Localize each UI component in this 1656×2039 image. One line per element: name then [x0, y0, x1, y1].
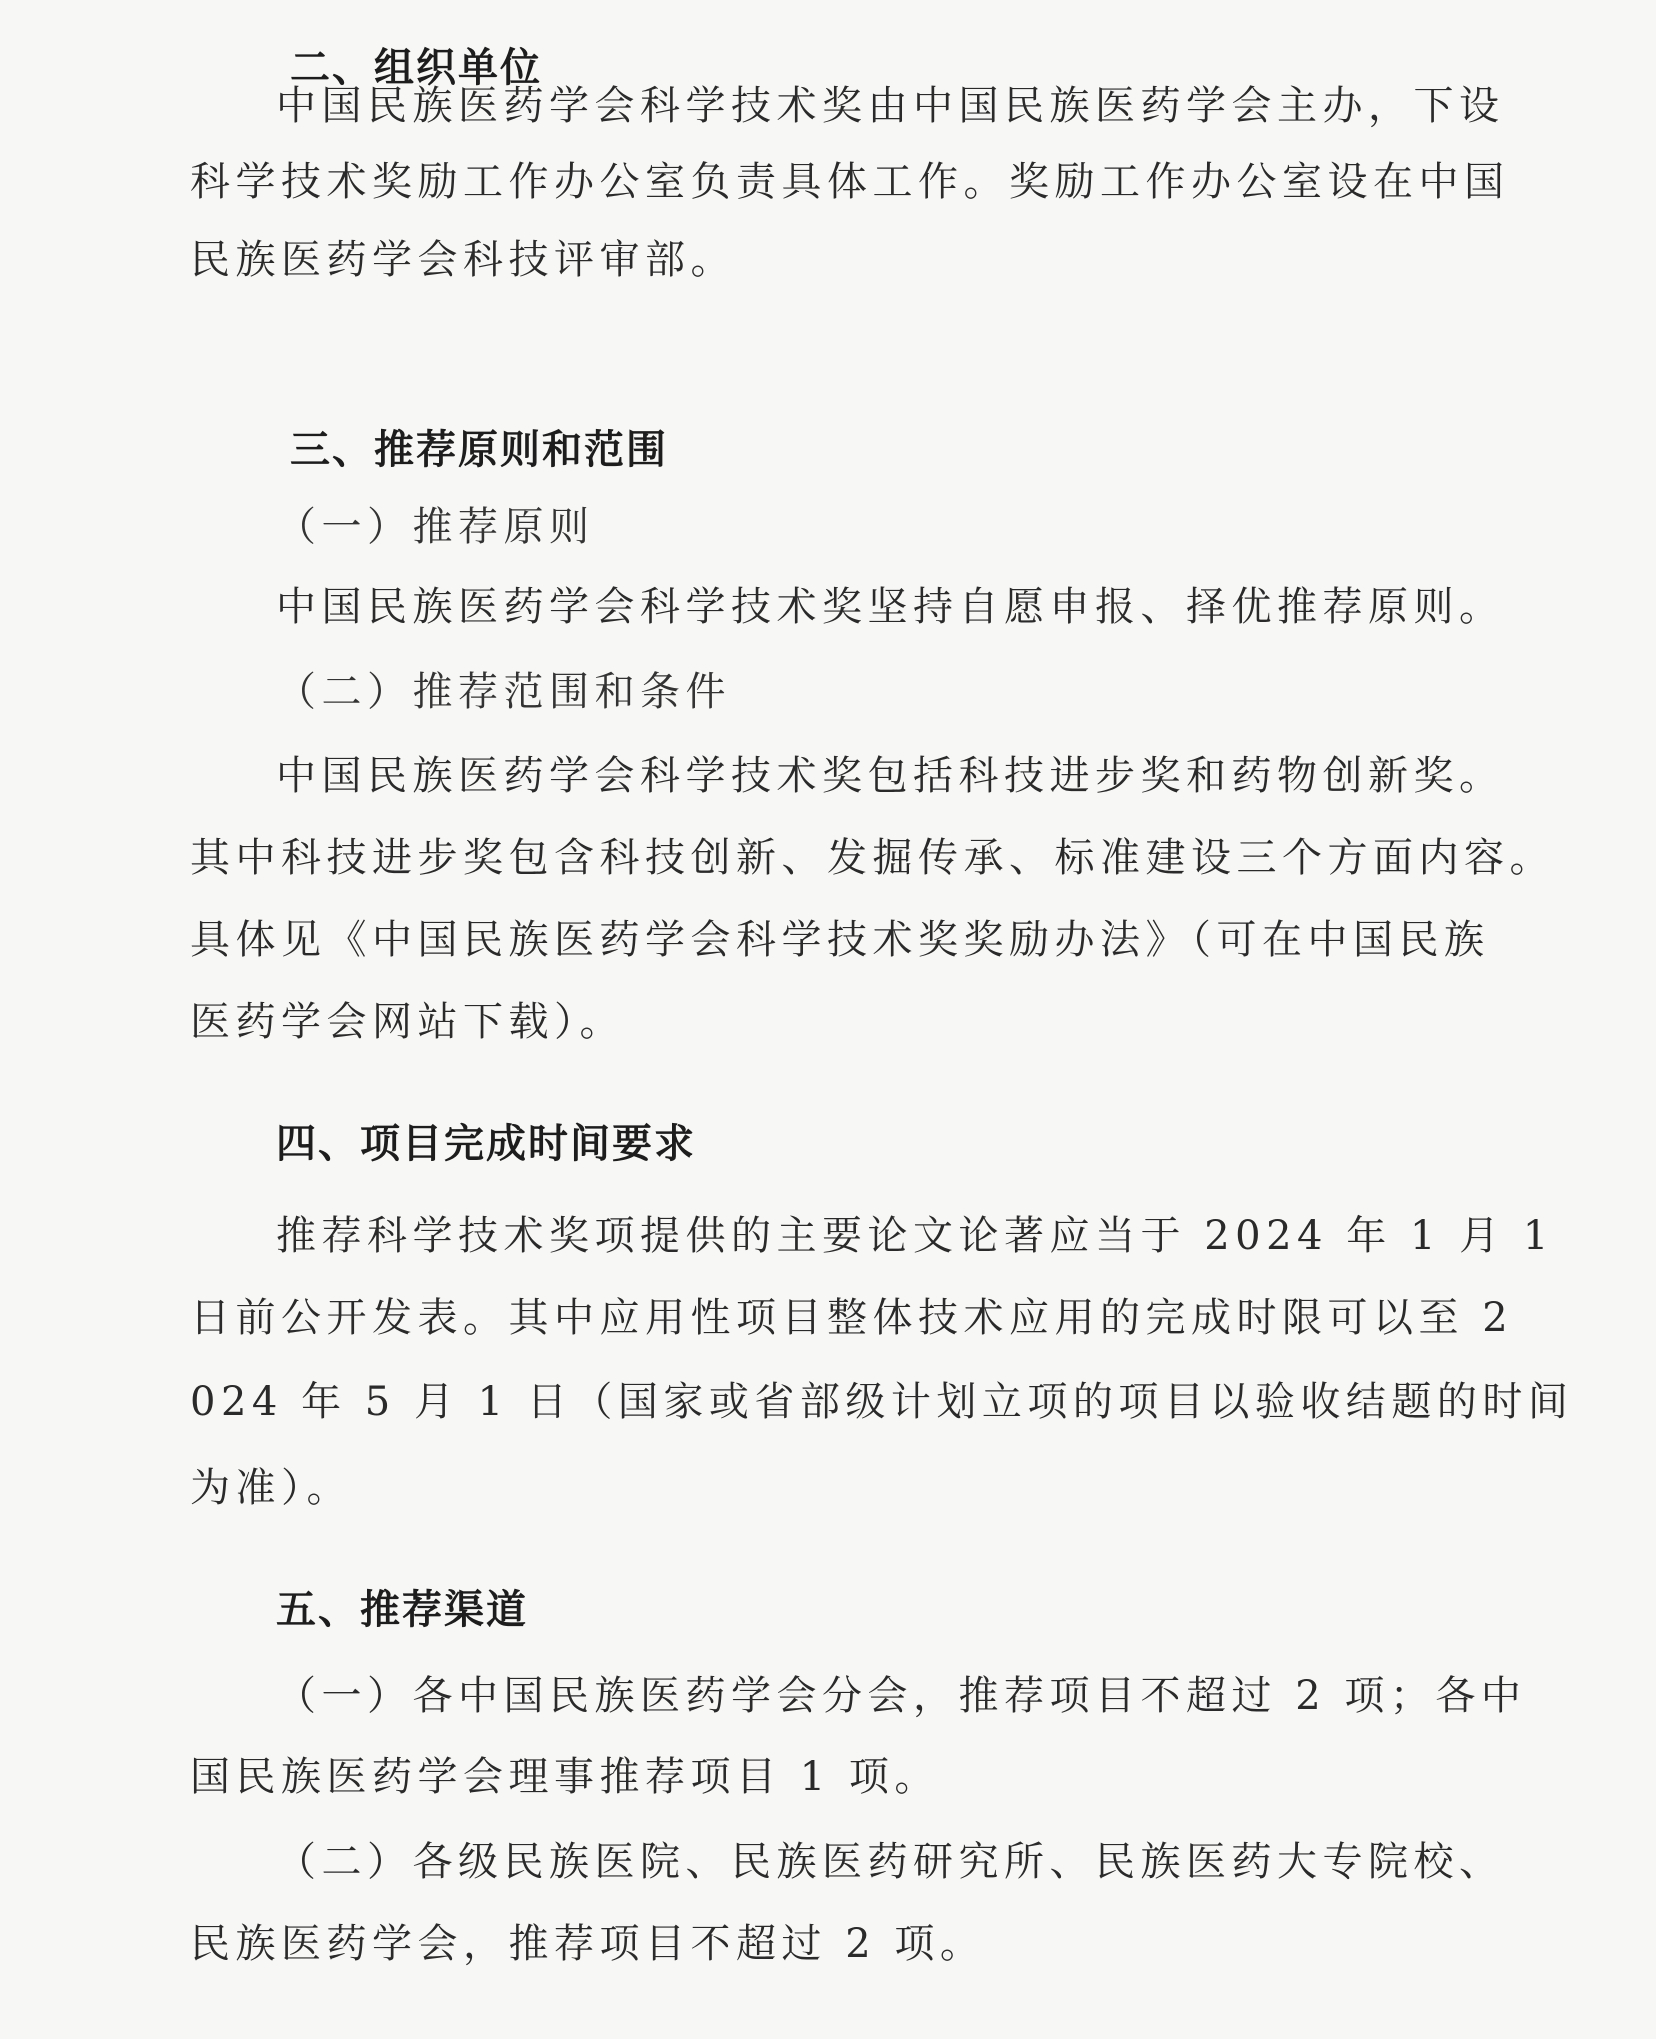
section-5-line-4: 民族医药学会，推荐项目不超过 2 项。: [190, 1921, 986, 1967]
section-2-line-1: 中国民族医药学会科学技术奖由中国民族医药学会主办，下设: [276, 83, 1505, 129]
section-4-line-4: 为准）。: [190, 1465, 352, 1511]
section-2-title: 二、组织单位: [290, 45, 542, 91]
section-3-paragraph-1: 中国民族医药学会科学技术奖坚持自愿申报、择优推荐原则。: [276, 584, 1505, 630]
section-5-title: 五、推荐渠道: [276, 1587, 528, 1633]
section-3-line-2: 其中科技进步奖包含科技创新、发掘传承、标准建设三个方面内容。: [190, 835, 1555, 881]
section-5-line-1: （一）各中国民族医药学会分会，推荐项目不超过 2 项；各中: [276, 1673, 1527, 1719]
section-4-title: 四、项目完成时间要求: [276, 1121, 696, 1167]
section-3-line-3: 具体见《中国民族医药学会科学技术奖奖励办法》（可在中国民族: [190, 917, 1490, 963]
section-5-line-3: （二）各级民族医院、民族医药研究所、民族医药大专院校、: [276, 1839, 1505, 1885]
section-4-line-1: 推荐科学技术奖项提供的主要论文论著应当于 2024 年 1 月 1: [276, 1213, 1554, 1259]
section-3-title: 三、推荐原则和范围: [290, 427, 668, 473]
section-4-line-3: 024 年 5 月 1 日（国家或省部级计划立项的项目以验收结题的时间: [190, 1379, 1574, 1425]
section-4-line-2: 日前公开发表。其中应用性项目整体技术应用的完成时限可以至 2: [190, 1295, 1514, 1341]
section-3-subtitle-1: （一）推荐原则: [276, 504, 595, 550]
section-5-line-2: 国民族医药学会理事推荐项目 1 项。: [190, 1754, 940, 1800]
section-2-line-3: 民族医药学会科技评审部。: [190, 237, 736, 283]
section-2-line-2: 科学技术奖励工作办公室负责具体工作。奖励工作办公室设在中国: [190, 159, 1510, 205]
section-3-line-1: 中国民族医药学会科学技术奖包括科技进步奖和药物创新奖。: [276, 753, 1505, 799]
section-3-subtitle-2: （二）推荐范围和条件: [276, 669, 731, 715]
section-3-line-4: 医药学会网站下载）。: [190, 999, 625, 1045]
page-bottom-margin: [0, 2009, 1656, 2039]
